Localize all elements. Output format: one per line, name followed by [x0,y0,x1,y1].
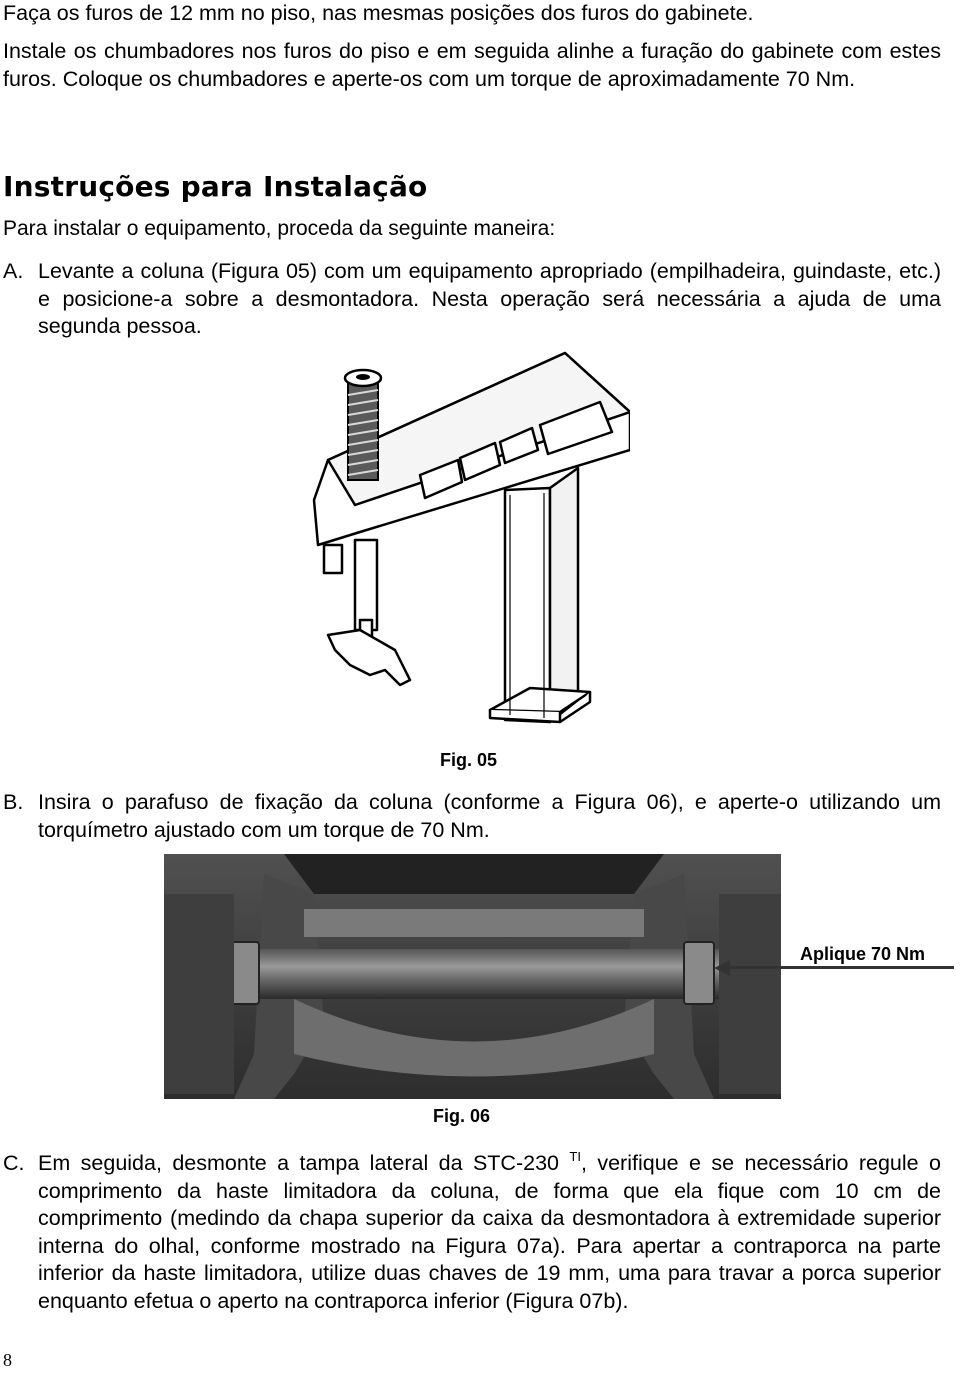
figure-06-caption: Fig. 06 [433,1106,491,1126]
step-a-text: Levante a coluna (Figura 05) com um equipamento apropriado (empilhadeira, guindaste, etc.) e posicione-a sobre a desmontadora. Nesta operação será necessária a ajuda de uma segunda pessoa. [38,259,941,338]
step-a [3,258,941,343]
section-intro: Para instalar o equipamento, proceda da seguinte maneira: [3,217,556,240]
step-b-label: B. [3,790,24,814]
page-number: 8 [3,1350,12,1370]
arrow-head-icon [714,958,734,978]
step-c-label: C. [3,1151,25,1175]
annotation-arrow-line [724,966,954,969]
step-c-text [38,1150,941,1315]
figure-06-bolt-photo [164,854,781,1099]
step-a-label: A. [3,259,24,283]
figure-05-column-illustration [300,350,630,750]
step-c-superscript: TI [569,1149,581,1164]
step-b [3,789,941,847]
section-title: Instruções para Instalação [3,170,428,203]
figure-05-caption: Fig. 05 [440,750,498,770]
step-c-text-after: , verifique e se necessário regule o comprimento da haste limitadora da coluna, de forma que ela fique com 10 cm de comprimento (medindo da chapa superior da caixa da desmontadora à extremidade superior interna do olhal, conforme mostrado na Figura 07a). Para apertar a contraporca na parte inferior da haste limitadora, utilize duas chaves de 19 mm, uma para travar a porca superior enquanto efetua o aperto na contraporca inferior (Figura 07b). [38,1151,941,1313]
step-b-text: Insira o parafuso de fixação da coluna (conforme a Figura 06), e aperte-o utilizando um torquímetro ajustado com um torque de 70 Nm. [38,790,941,842]
figure-06-annotation: Aplique 70 Nm [800,944,926,964]
paragraph-drill-holes: Faça os furos de 12 mm no piso, nas mesmas posições dos furos do gabinete. [3,1,754,25]
step-c [3,1150,941,1345]
step-c-text-before: Em seguida, desmonte a tampa lateral da STC-230 [38,1151,570,1175]
figure-06-photo-drawing [164,854,781,1099]
paragraph-anchors: Instale os chumbadores nos furos do piso e em seguida alinhe a furação do gabinete com estes furos. Coloque os chumbadores e aperte-os com um torque de aproximadamente 70 Nm. [3,39,941,91]
